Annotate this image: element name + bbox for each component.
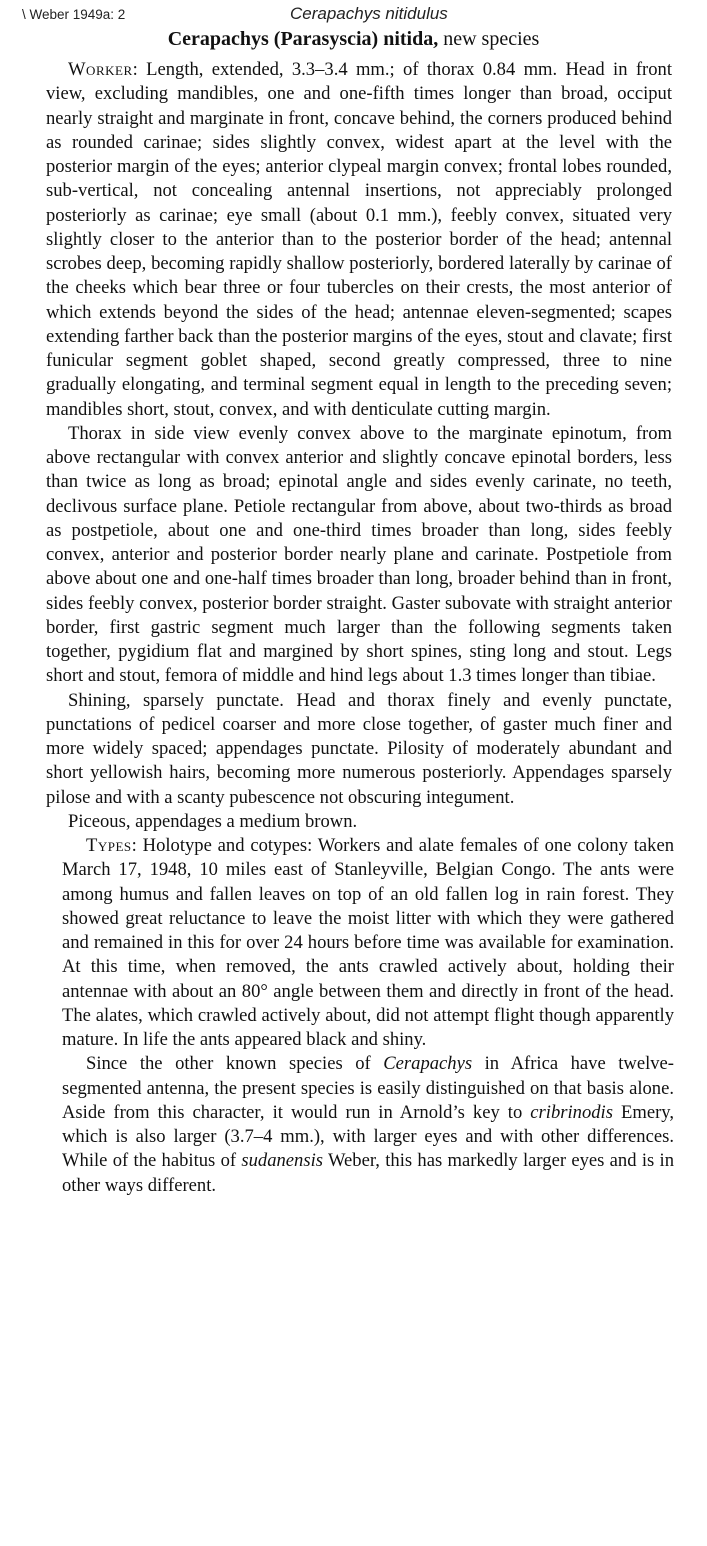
page-header <box>0 4 707 24</box>
running-species-name: Cerapachys nitidulus <box>290 4 448 23</box>
comparison-text-1: Since the other known species of <box>86 1053 384 1075</box>
comparison-text-4: Weber, this has markedly larger eyes and is in other ways different. <box>62 1150 675 1196</box>
species-status: new species <box>443 28 540 50</box>
species-title: Cerapachys (Parasyscia) nitida, <box>167 28 439 50</box>
genus-name: Cerapachys <box>383 1053 473 1075</box>
thorax-paragraph: Thorax in side view evenly convex above to the marginate epinotum, from above rectangular with convex anterior and slightly concave epinotal borders, less than twice as long as broad; epinotal angle and sides evenly carinate, no teeth, declivous surface plane. Petiole rectangular from above, about two-thirds as broad as postpetiole, about one and one-third times broader than long, sides feebly convex, anterior and posterior border nearly plane and carinate. Postpetiole from above about one and one-half times broader than long, broader behind than in front, sides feebly convex, posterior border straight. Gaster subovate with straight anterior border, first gastric segment much larger than the following segments taken together, pygidium flat and margined by short spines, sting long and stout. Legs short and stout, femora of middle and hind legs about 1.3 times longer than tibiae. <box>46 422 672 687</box>
citation-reference: \ Weber 1949a: 2 <box>22 7 126 22</box>
comparison-text-2: in Africa have twelve-segmented antenna, the present species is easily distinguished on that basis alone. Aside from this character, it would run in Arnold’s key to <box>62 1053 674 1123</box>
species-name-cribrinodis: cribrinodis <box>530 1101 613 1123</box>
color-paragraph: Piceous, appendages a medium brown. <box>68 810 358 832</box>
sculpture-paragraph: Shining, sparsely punctate. Head and thorax finely and evenly punctate, punctations of pedicel coarser and more close together, of gaster much finer and more widely spaced; appendages punctate. Pilosity of moderately abundant and short yellowish hairs, becoming more numerous posteriorly. Appendages sparsely pilose and with a scanty pubescence not obscuring integument. <box>46 689 672 808</box>
worker-paragraph <box>46 58 672 422</box>
comparison-text-3: Emery, which is also larger (3.7–4 mm.), with larger eyes and with other differences. While of the habitus of <box>62 1101 674 1172</box>
comparison-paragraph <box>62 1052 674 1198</box>
species-name-sudanensis: sudanensis <box>241 1150 323 1172</box>
worker-text: : Length, extended, 3.3–3.4 mm.; of thorax 0.84 mm. Head in front view, excluding mandibles, one and one-fifth times longer than broad, occiput nearly straight and marginate in front, concave behind, the corners produced behind as rounded carinae; sides slightly convex, widest apart at the level with the posterior margin of the eyes; anterior clypeal margin convex; frontal lobes rounded, sub-vertical, not concealing antennal insertions, not appreciably prolonged posteriorly as carinae; eye small (about 0.1 mm.), feebly convex, situated very slightly closer to the anterior than to the posterior border of the head; antennal scrobes deep, becoming rapidly shallow posteriorly, bordered laterally by carinae of the cheeks which bear three or four tubercles on their crests, the most anterior of which extends beyond the sides of the head; antennae eleven-segmented; scapes extending farther back than the posterior margins of the eyes, stout and clavate; first funicular segment goblet shaped, second greatly compressed, three to nine gradually elongating, and terminal segment equal in length to the preceding seven; mandibles short, stout, convex, and with denticulate cutting margin. <box>46 59 672 420</box>
worker-label: Worker <box>68 59 133 80</box>
description-body <box>46 58 675 1198</box>
types-paragraph <box>62 834 674 1052</box>
types-label: Types <box>86 835 132 856</box>
species-heading <box>0 28 707 51</box>
types-text: : Holotype and cotypes: Workers and alate females of one colony taken March 17, 1948, 10 miles east of Stanleyville, Belgian Congo. The ants were among humus and fallen leaves on top of an old fallen log in rain forest. They showed great reluctance to leave the moist litter with which they were gathered and remained in this for over 24 hours before time was available for examination. At this time, when removed, the ants crawled actively about, holding their antennae with about an 80° angle between them and directly in front of the head. The alates, which crawled actively about, did not attempt flight though apparently mature. In life the ants appeared black and shiny. <box>62 835 674 1050</box>
